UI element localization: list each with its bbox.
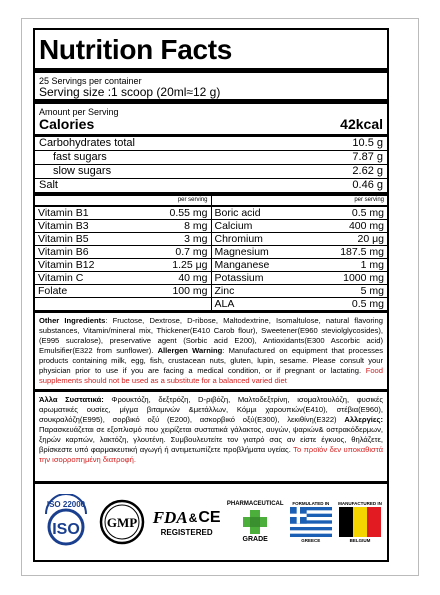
belgium-flag-logo <box>338 500 382 544</box>
nutrient-name: Vitamin B6 <box>38 246 89 258</box>
macro-row <box>35 165 387 179</box>
pharma-top-text: PHARMACEUTICAL <box>226 500 284 507</box>
nutrient-name: fast sugars <box>53 151 107 163</box>
nutrient-name: Vitamin B3 <box>38 220 89 232</box>
mineral-row <box>212 259 388 272</box>
ingredients-block <box>35 310 387 389</box>
nutrient-name: Boric acid <box>214 207 261 219</box>
nutrient-name: Carbohydrates total <box>39 137 135 149</box>
nutrient-value: 400 mg <box>348 220 384 232</box>
greek-ingredients-block <box>35 389 387 468</box>
nutrient-value: 40 mg <box>178 272 208 284</box>
cross-icon <box>238 508 272 536</box>
vitamin-row <box>35 220 211 233</box>
nutrient-name: ALA <box>214 298 235 310</box>
nutrient-value: 2.62 g <box>352 165 383 177</box>
vitamins-left-column <box>35 196 212 310</box>
macro-row <box>35 137 387 151</box>
nutrient-value: 8 mg <box>184 220 208 232</box>
greece-top-text: FORMULATED IN <box>292 501 330 506</box>
ingredients-text: : Fructose, Dextrose, D-ribose, Maltodextrine, Isomaltulose, natural flavoring substances, Vitamin/mineral mix, Thickener(E410 Carob flour), Sweetener(E960 steviolglycosides), (E995 sucralose), preservative agent (Sorbic acid E200), Antioxidants(E300 Ascorbic acid) Emulsifier(E322 from sunflower). <box>39 316 383 355</box>
nutrient-name: Folate <box>38 285 68 297</box>
pharma-bottom-text: GRADE <box>242 535 268 543</box>
nutrient-value: 1.25 μg <box>172 259 208 271</box>
nutrient-value: 20 μg <box>357 233 384 245</box>
gmp-text: GMP <box>107 515 138 530</box>
mineral-row <box>212 298 388 310</box>
vitamin-row <box>35 285 211 298</box>
vitamin-row <box>35 259 211 272</box>
greece-flag-logo <box>290 500 332 544</box>
iso-mid-text: ISO <box>52 521 80 538</box>
nutrition-label <box>33 28 389 562</box>
nutrient-value: 10.5 g <box>352 137 383 149</box>
greek-allergen-label: Αλλεργίες: <box>344 415 383 424</box>
mineral-row <box>212 207 388 220</box>
fda-text: FDA <box>152 507 188 527</box>
nutrient-name: slow sugars <box>53 165 112 177</box>
nutrient-value: 1 mg <box>360 259 384 271</box>
per-serving-header: per serving <box>35 196 211 207</box>
label-title: Nutrition Facts <box>39 34 233 65</box>
belgium-flag-icon <box>339 507 381 537</box>
nutrient-value: 1000 mg <box>343 272 384 284</box>
vitamin-row <box>35 272 211 285</box>
nutrient-value: 3 mg <box>184 233 208 245</box>
allergen-label: Allergen Warning <box>157 346 223 355</box>
mineral-row <box>212 285 388 298</box>
calories-label: Calories <box>39 116 95 132</box>
nutrient-value: 187.5 mg <box>340 246 384 258</box>
divider <box>35 99 387 104</box>
nutrient-name: Chromium <box>214 233 263 245</box>
mineral-row <box>212 233 388 246</box>
nutrient-value: 7.87 g <box>352 151 383 163</box>
fda-ce-logo <box>153 508 221 537</box>
mineral-row <box>212 220 388 233</box>
nutrient-value: 0.5 mg <box>351 207 384 219</box>
nutrient-name: Manganese <box>214 259 270 271</box>
registered-text: REGISTERED <box>160 527 213 537</box>
vitamin-row <box>35 207 211 220</box>
nutrient-value: 0.55 mg <box>169 207 208 219</box>
serving-size: Serving size :1 scoop (20ml≈12 g) <box>39 85 221 99</box>
amount-per-serving: Amount per Serving <box>39 107 119 117</box>
nutrient-name: Vitamin B5 <box>38 233 89 245</box>
divider <box>35 68 387 73</box>
iso-logo <box>40 494 92 550</box>
nutrient-name: Vitamin B12 <box>38 259 95 271</box>
macro-row <box>35 151 387 165</box>
greek-ingredients-text: Φρουκτόζη, δεξτρόζη, D-ριβόζη, Μαλτοδεξτρίνη, ισομαλτουλόζη, φυσικές αρωματικές ουσίες, μίγμα βιταμινών &μετάλλων, Κόμμι χαρουπιών(E410), στέβια(E960), σουκραλόζη(E995), σορβικό οξύ (E200), ασκορβικό οξύ(E300), λεκιθίνη(E322) <box>39 395 383 424</box>
servings-per-container: 25 Servings per container <box>39 76 142 86</box>
greek-warning: Το προϊόν δεν υποκαθιστά την ισορροπημένη διατροφή. <box>39 445 383 464</box>
calories-row <box>39 117 383 132</box>
gmp-badge-icon <box>98 498 146 546</box>
mineral-row <box>212 246 388 259</box>
macros-table <box>39 137 383 193</box>
greece-flag-icon <box>290 507 332 537</box>
nutrient-value: 5 mg <box>360 285 384 297</box>
nutrient-value: 100 mg <box>172 285 208 297</box>
nutrient-value: 0.46 g <box>352 179 383 191</box>
ingredients-label: Other Ingredients <box>39 316 106 325</box>
nutrient-name: Vitamin C <box>38 272 84 284</box>
nutrient-name: Zinc <box>214 285 235 297</box>
belgium-bottom-text: BELGIUM <box>349 538 371 543</box>
nutrient-name: Salt <box>39 179 58 191</box>
calories-value: 42kcal <box>340 116 383 132</box>
mineral-row <box>212 272 388 285</box>
greek-allergen-text: Παρασκευάζεται σε εξοπλισμό που χειρίζεται συστατικά γάλακτος, αυγών, ψαριών& οστρακόδερμων, ξηρών καρπών, λακτόζη, γλουτένη. Συμβουλευτείτε τον γιατρό σας αν είστε έγκυος, θηλάζετε, βρίσκεστε υπό φαρμακευτική αγωγή ή αντιμετωπίζετε προβλήματα υγείας. <box>39 425 383 454</box>
vitamin-row <box>35 233 211 246</box>
nutrient-name: Calcium <box>214 220 253 232</box>
ce-text: CE <box>198 508 221 526</box>
greece-bottom-text: GREECE <box>301 538 321 543</box>
nutrient-value: 0.5 mg <box>351 298 384 310</box>
vitamins-table <box>35 193 387 310</box>
allergen-text: : Manufactured on equipment that processes products containing milk, egg, fish, crustacean nuts, gluten, lupin, sesame. Please consult your physician prior to use if you are facing a medical condition, or if pregnant or lactating. <box>39 346 383 375</box>
ampersand: & <box>188 510 198 525</box>
vitamin-row <box>35 246 211 259</box>
certification-logos <box>35 481 387 560</box>
nutrient-value: 0.7 mg <box>175 246 208 258</box>
nutrient-name: Potassium <box>214 272 264 284</box>
per-serving-header: per serving <box>212 196 388 207</box>
greek-ingredients-label: Άλλα Συστατικά: <box>39 395 104 404</box>
vitamins-right-column <box>212 196 388 310</box>
nutrient-name: Vitamin B1 <box>38 207 89 219</box>
supplement-warning: Food supplements should not be used as a substitute for a balanced varied diet <box>39 366 383 385</box>
belgium-top-text: MANUFACTURED IN <box>338 501 382 506</box>
gmp-logo <box>98 498 146 546</box>
nutrient-name: Magnesium <box>214 246 269 258</box>
iso-top-text: ISO 22000 <box>47 500 86 509</box>
iso-badge-icon <box>40 494 92 550</box>
macro-row <box>35 179 387 193</box>
pharmaceutical-grade-logo <box>227 501 284 544</box>
